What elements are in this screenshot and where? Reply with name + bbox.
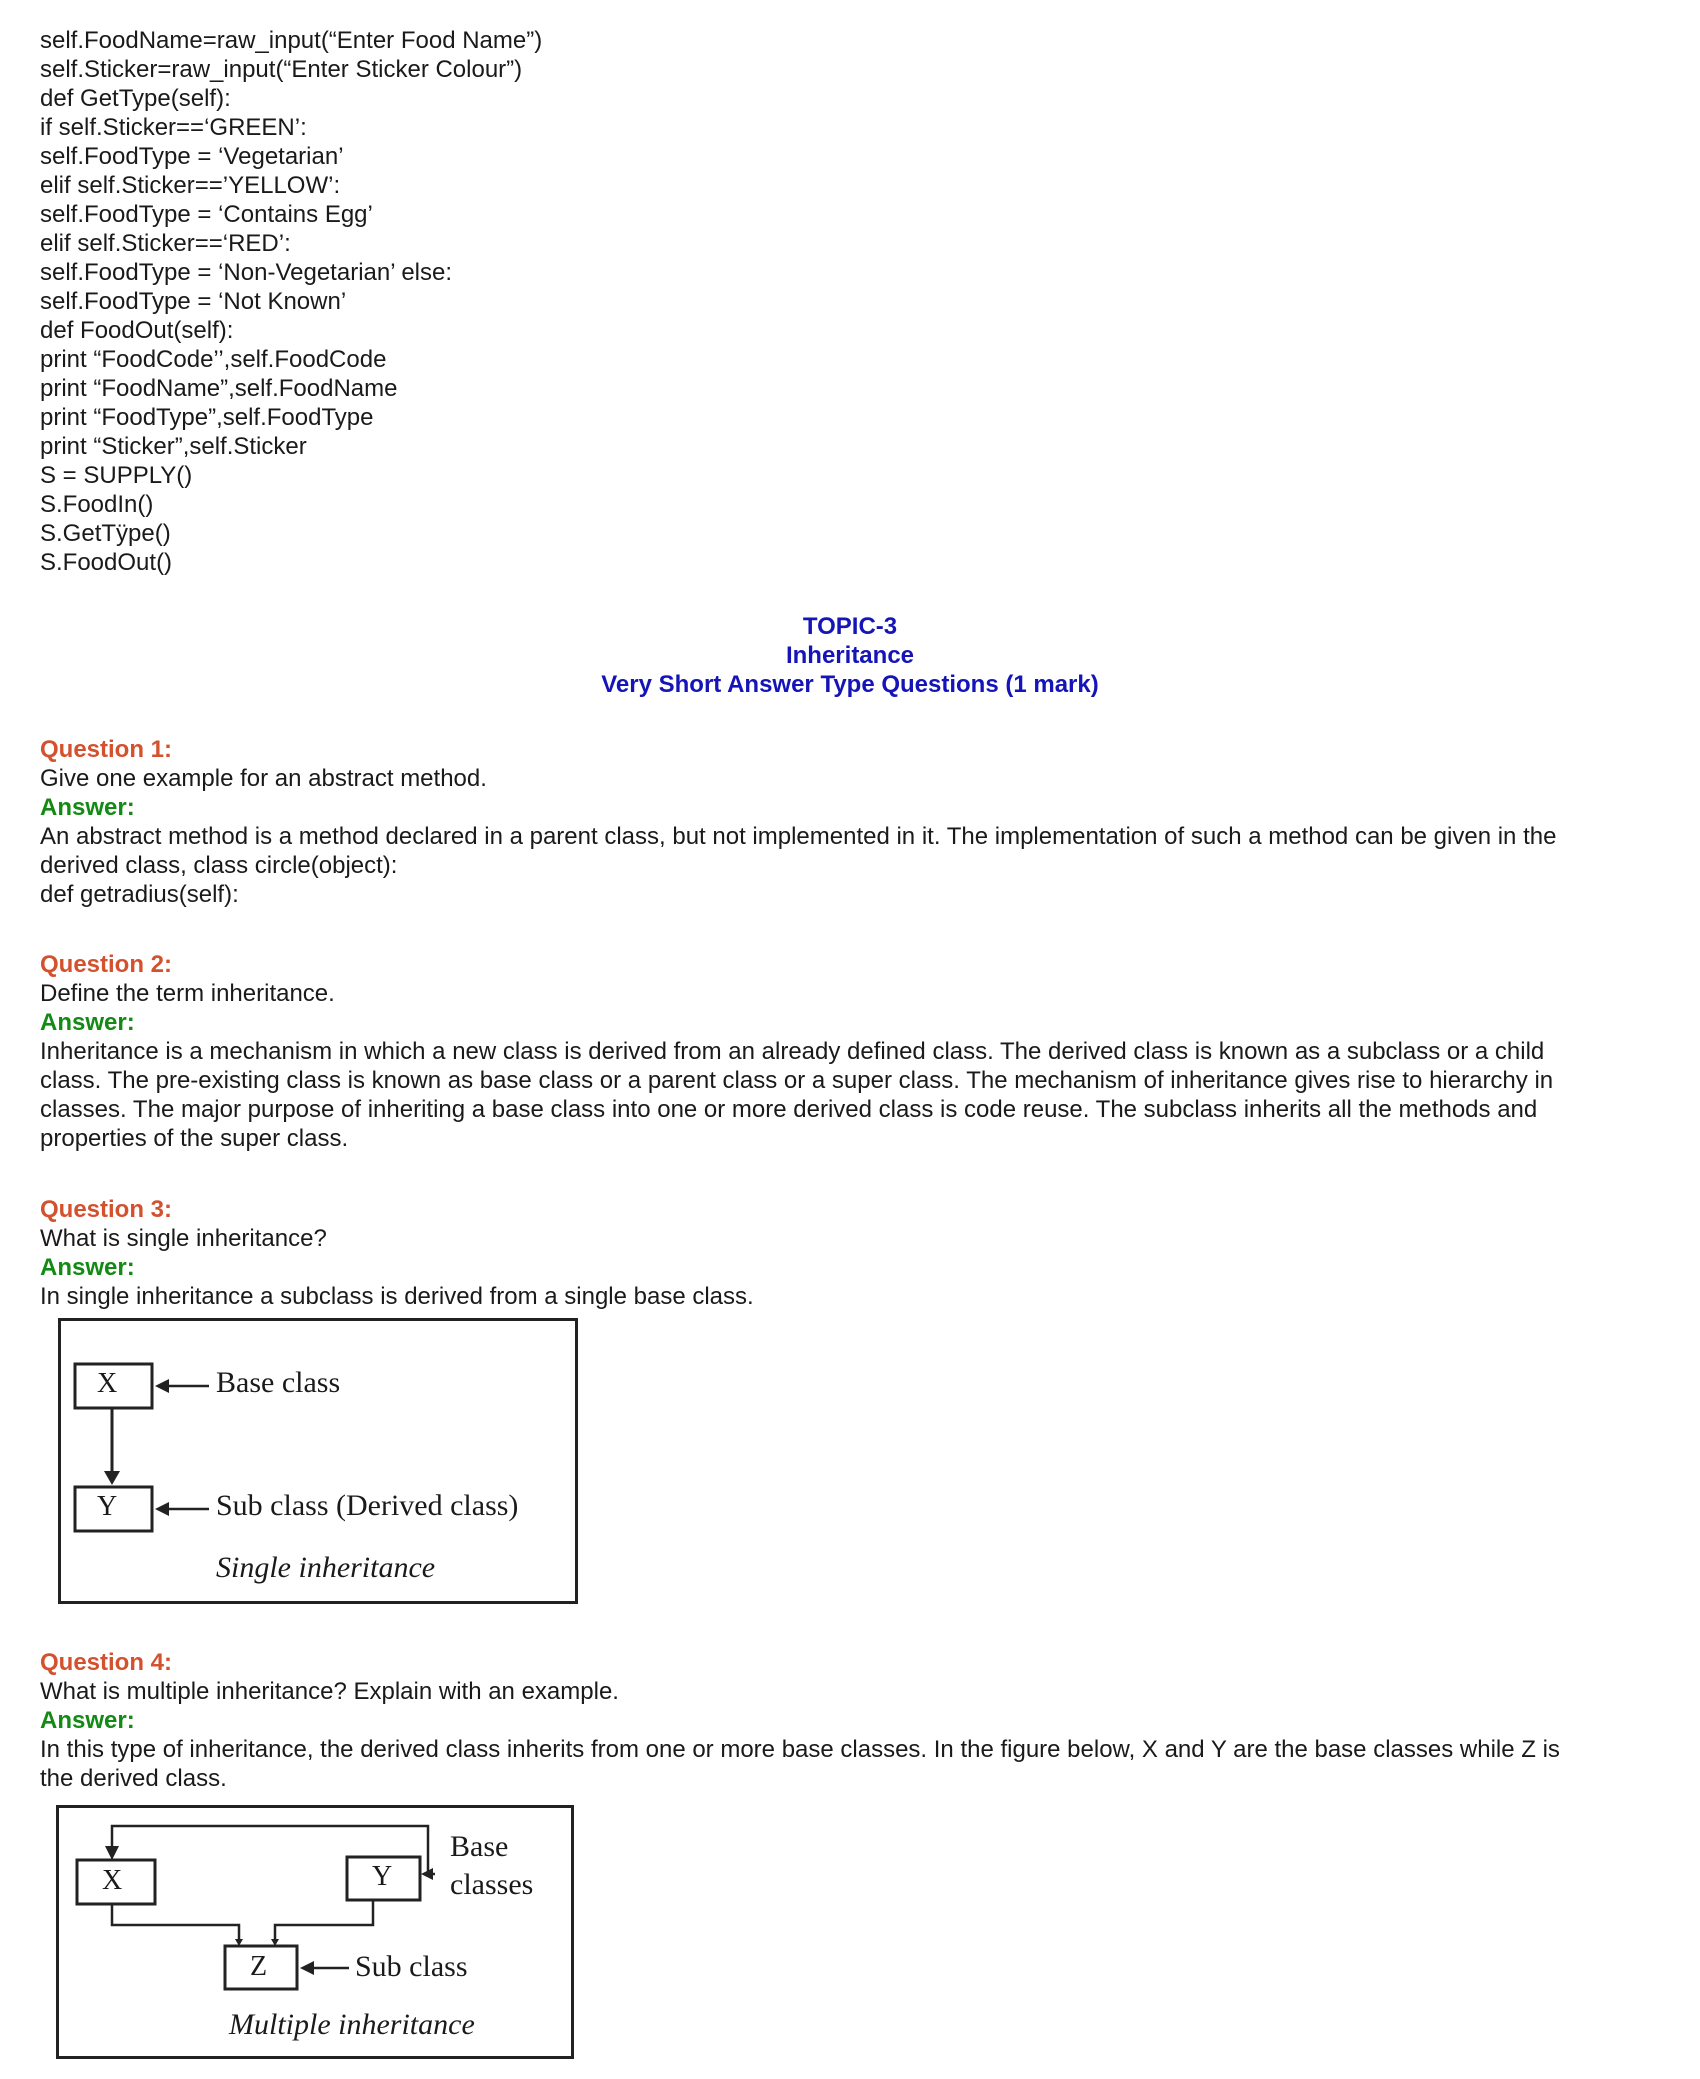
box-y-label: Y	[372, 1861, 393, 1892]
arrow-head-down-icon	[105, 1846, 119, 1860]
multiple-inheritance-diagram	[56, 1805, 574, 2059]
question-label: Question 2:	[40, 951, 173, 978]
box-x-label: X	[97, 1368, 118, 1399]
arrow-left-icon	[155, 1379, 169, 1393]
code-line: self.FoodType = ‘Non-Vegetarian’ else:	[40, 259, 453, 286]
sub-class-label: Sub class (Derived class)	[216, 1489, 519, 1522]
arrow-head-down-icon	[104, 1471, 120, 1485]
code-line: elif self.Sticker==‘RED’:	[40, 230, 291, 257]
box-y-label: Y	[97, 1491, 118, 1522]
question-2	[40, 950, 1660, 1153]
topic-subtitle: Very Short Answer Type Questions (1 mark)	[601, 671, 1099, 698]
answer-label: Answer:	[40, 794, 135, 821]
question-text: What is single inheritance?	[40, 1225, 327, 1252]
x-to-z-connector	[112, 1904, 239, 1942]
base-label-line1: Base	[450, 1830, 509, 1863]
answer-line: Inheritance is a mechanism in which a new class is derived from an already defined class. The derived class is known as a subclass or a child	[40, 1038, 1545, 1065]
code-line: if self.Sticker==‘GREEN’:	[40, 114, 307, 141]
code-line: def GetType(self):	[40, 85, 231, 112]
code-line: print “FoodName”,self.FoodName	[40, 375, 398, 402]
diagram-caption: Multiple inheritance	[229, 2008, 475, 2041]
answer-line: In single inheritance a subclass is derived from a single base class.	[40, 1283, 754, 1310]
question-4	[40, 1648, 1660, 1793]
topic-number: TOPIC-3	[802, 613, 898, 640]
answer-label: Answer:	[40, 1009, 135, 1036]
code-line: print “FoodCode’’,self.FoodCode	[40, 346, 387, 373]
diagram-caption: Single inheritance	[216, 1551, 436, 1584]
arrow-left-icon	[300, 1961, 314, 1975]
question-text: What is multiple inheritance? Explain with an example.	[40, 1678, 619, 1705]
single-inheritance-diagram	[58, 1318, 578, 1604]
code-line: self.FoodType = ‘Vegetarian’	[40, 143, 344, 170]
base-label-line2: classes	[450, 1868, 534, 1901]
answer-label: Answer:	[40, 1707, 135, 1734]
code-line: self.Sticker=raw_input(“Enter Sticker Colour”)	[40, 56, 523, 83]
box-x-label: X	[102, 1865, 123, 1896]
answer-line: derived class, class circle(object):	[40, 852, 398, 879]
code-line: S.FoodIn()	[40, 491, 154, 518]
code-listing	[40, 26, 542, 577]
answer-line: An abstract method is a method declared in a parent class, but not implemented in it. The implementation of such a method can be given in the	[40, 823, 1557, 850]
y-to-z-connector	[275, 1900, 373, 1942]
arrow-left-icon	[155, 1502, 169, 1516]
question-label: Question 4:	[40, 1649, 173, 1676]
question-text: Define the term inheritance.	[40, 980, 335, 1007]
code-line: print “FoodType”,self.FoodType	[40, 404, 374, 431]
code-line: elif self.Sticker==’YELLOW’:	[40, 172, 341, 199]
question-1	[40, 735, 1660, 909]
question-label: Question 1:	[40, 736, 173, 763]
question-label: Question 3:	[40, 1196, 173, 1223]
topic-title: Inheritance	[785, 642, 915, 669]
answer-line: classes. The major purpose of inheriting a base class into one or more derived class is code reuse. The subclass inherits all the methods and	[40, 1096, 1538, 1123]
code-line: self.FoodName=raw_input(“Enter Food Name”)	[40, 27, 543, 54]
code-line: self.FoodType = ‘Contains Egg’	[40, 201, 373, 228]
code-line: S = SUPPLY()	[40, 462, 193, 489]
box-z-label: Z	[250, 1951, 268, 1982]
topic-heading	[0, 612, 1700, 699]
answer-line: the derived class.	[40, 1765, 227, 1792]
code-line: print “Sticker”,self.Sticker	[40, 433, 307, 460]
base-class-label: Base class	[216, 1366, 341, 1399]
question-3	[40, 1195, 1660, 1311]
code-line: self.FoodType = ‘Not Known’	[40, 288, 347, 315]
answer-line: def getradius(self):	[40, 881, 239, 908]
code-line: S.FoodOut()	[40, 549, 173, 576]
code-line: S.GetTÿpe()	[40, 520, 171, 547]
answer-line: properties of the super class.	[40, 1125, 349, 1152]
sub-class-label: Sub class	[355, 1950, 468, 1983]
question-text: Give one example for an abstract method.	[40, 765, 487, 792]
answer-line: class. The pre-existing class is known as base class or a parent class or a super class. The mechanism of inheritance gives rise to hierarchy in	[40, 1067, 1554, 1094]
answer-label: Answer:	[40, 1254, 135, 1281]
code-line: def FoodOut(self):	[40, 317, 234, 344]
answer-line: In this type of inheritance, the derived class inherits from one or more base classes. In the figure below, X and Y are the base classes while Z is	[40, 1736, 1560, 1763]
